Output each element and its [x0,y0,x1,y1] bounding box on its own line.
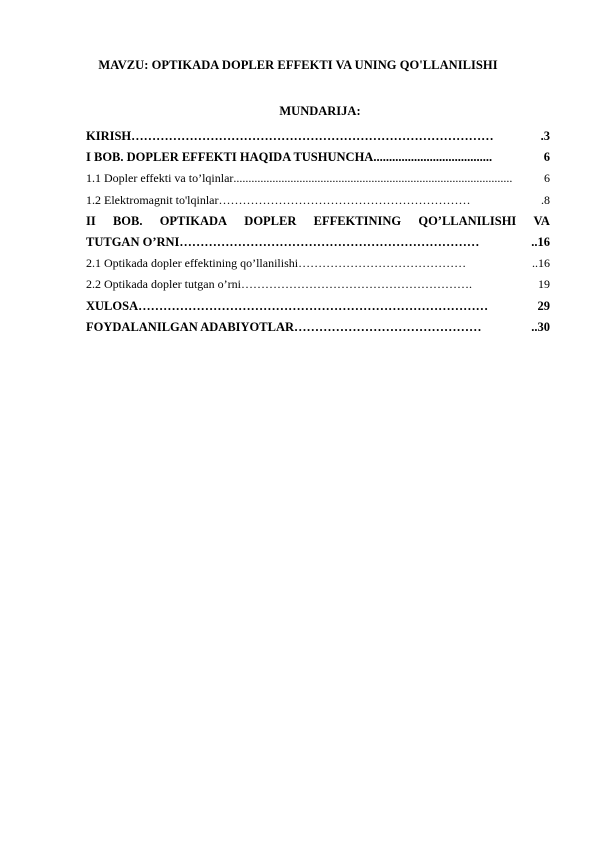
toc-entry-page: 6 [543,150,550,165]
toc-entry-page: ..30 [531,319,550,334]
document-topic: MAVZU: OPTIKADA DOPLER EFFEKTI VA UNING QO'LLANILISHI [98,58,498,72]
toc-entry-references[interactable] [86,317,550,338]
toc-entry-section-2-1[interactable] [86,253,550,274]
toc-entry-label: TUTGAN O’RNI [86,234,180,249]
toc-word: QO’LLANILISHI [418,213,517,228]
toc-entry-page: .3 [540,129,550,143]
toc-entry-page: 19 [538,277,550,292]
toc-entry-kirish[interactable] [86,126,550,147]
toc-entry-section-2-2[interactable] [86,274,550,295]
toc-entry-section-1-1[interactable] [86,168,550,189]
toc-entry-xulosa[interactable] [86,296,550,317]
toc-entry-chapter-2-title[interactable] [86,211,550,232]
toc-entry-page: ..16 [531,234,550,249]
toc-entry-section-1-2[interactable] [86,190,550,211]
toc-entry-page: 6 [544,171,550,186]
toc-entry-chapter-2[interactable] [86,232,550,253]
toc-word: OPTIKADA [159,213,228,228]
toc-entry-leader: ……………………………………… [294,319,482,334]
table-of-contents [86,126,550,338]
toc-entry-page: 29 [537,298,550,313]
toc-entry-page: ..16 [532,256,550,271]
toc-entry-label: KIRISH [86,129,132,143]
toc-entry-label: I BOB. DOPLER EFFEKTI HAQIDA TUSHUNCHA [86,150,374,165]
toc-entry-label: 2.2 Optikada dopler tutgan o’rni [86,277,241,292]
toc-entry-leader: …………………………………………………………………………… [131,129,494,143]
toc-entry-label: 2.1 Optikada dopler effektining qo’llanilishi [86,256,299,271]
toc-entry-leader: ............................................................................................. [233,171,513,186]
toc-entry-leader: …………………………………………………. [240,277,472,292]
toc-entry-leader: ……………………………………………………… [218,192,471,207]
toc-entry-leader: ……………………………………………………………… [179,234,480,249]
toc-entry-page: .8 [541,192,550,207]
toc-entry-label: 1.2 Elektromagnit to'lqinlar [86,192,219,207]
toc-word: VA [533,213,550,228]
toc-entry-chapter-1[interactable] [86,147,550,168]
toc-word: BOB. [112,213,143,228]
toc-entry-label: FOYDALANILGAN ADABIYOTLAR [86,319,295,334]
toc-word: DOPLER [244,213,297,228]
toc-entry-leader: ...................................... [373,150,493,165]
toc-word: II [86,213,96,228]
toc-entry-label: 1.1 Dopler effekti va to’lqinlar [86,171,234,186]
toc-entry-leader: …………………………………… [298,256,467,271]
toc-heading: MUNDARIJA: [279,104,361,118]
toc-entry-leader: ………………………………………………………………………… [138,298,489,313]
toc-entry-label: XULOSA [86,298,139,313]
toc-word: EFFEKTINING [313,213,402,228]
